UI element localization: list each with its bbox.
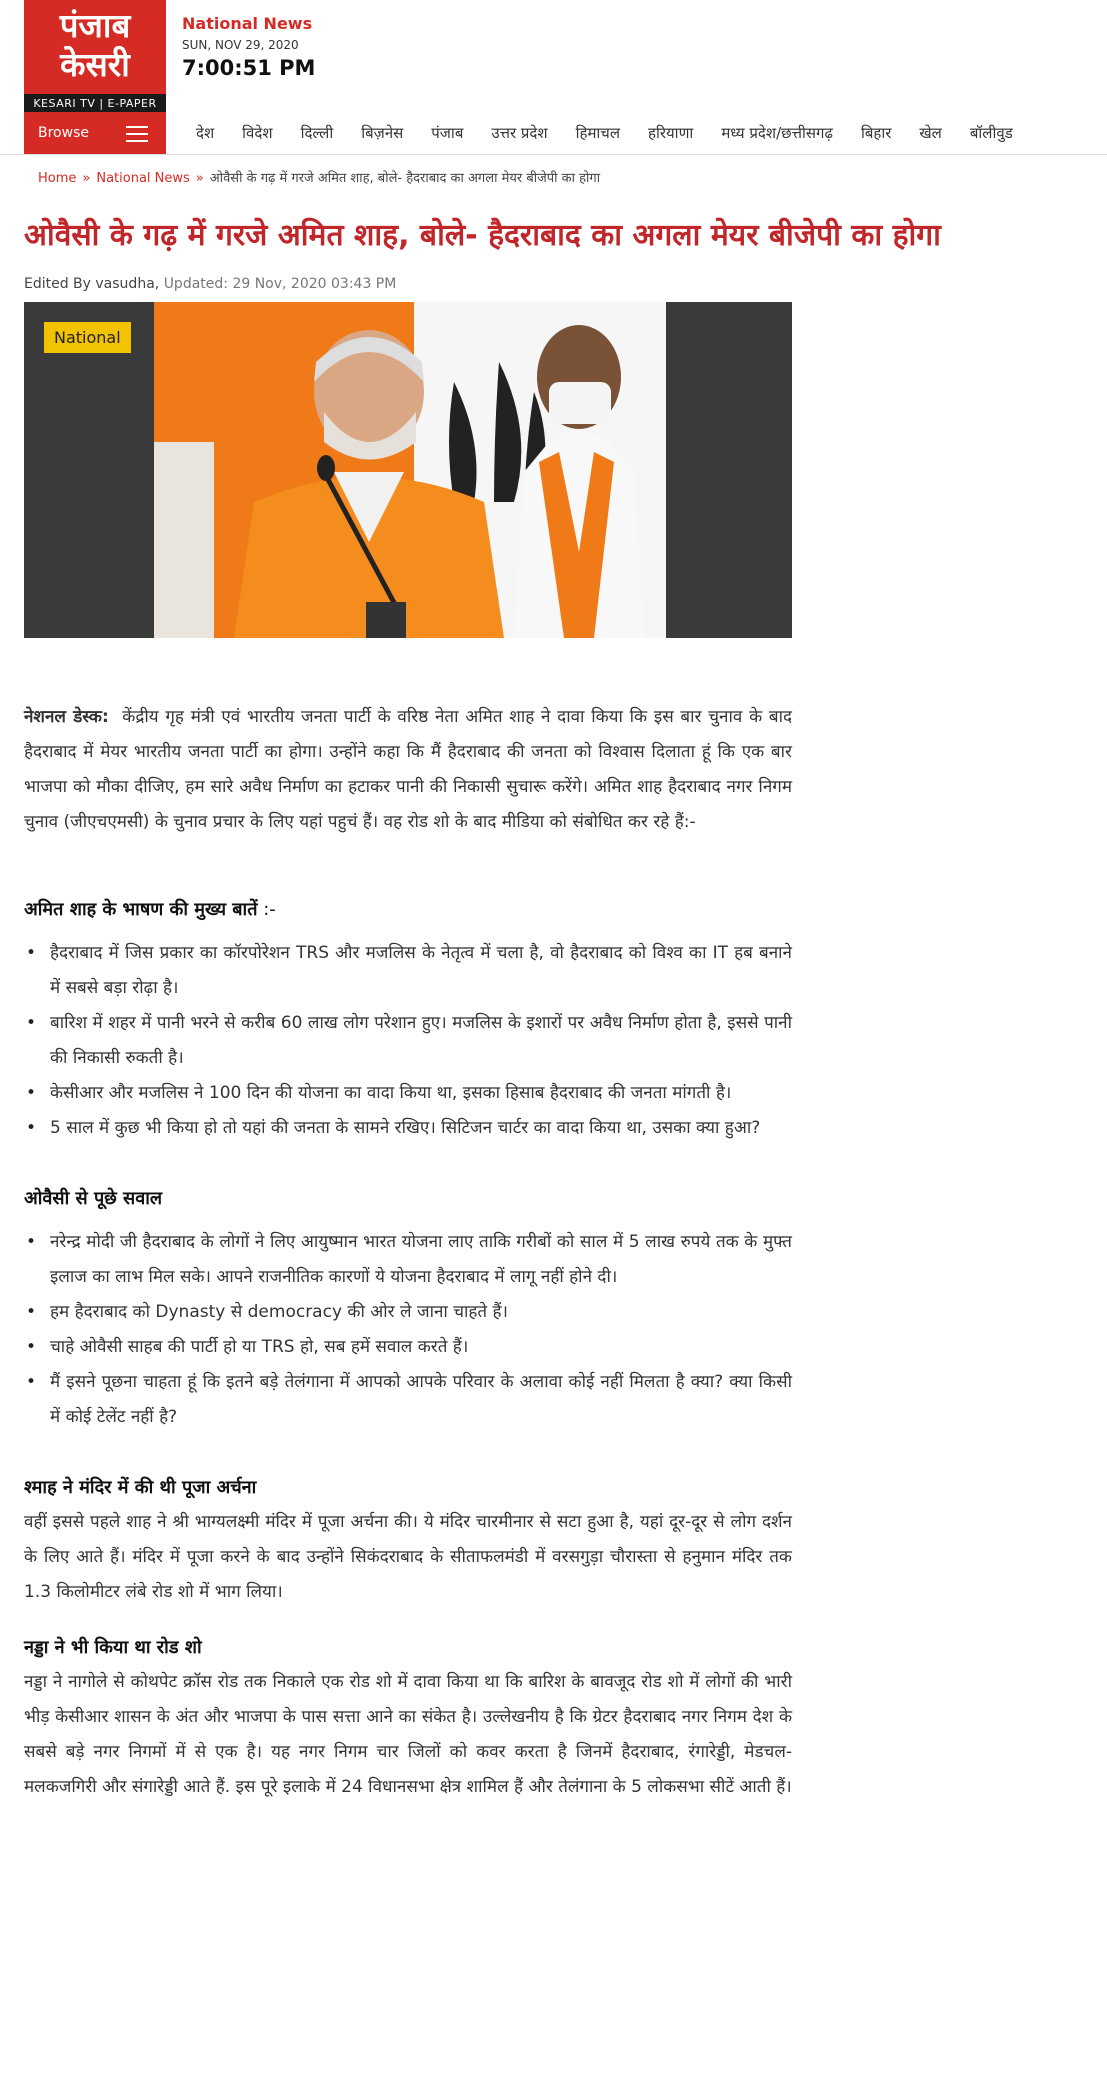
- heading-temple-visit: श्माह ने मंदिर में की थी पूजा अर्चना: [24, 1477, 257, 1498]
- speech-points-list: [24, 936, 792, 1146]
- article-title: ओवैसी के गढ़ में गरजे अमित शाह, बोले- हैदराबाद का अगला मेयर बीजेपी का होगा: [24, 218, 941, 253]
- browse-button[interactable]: [24, 112, 166, 154]
- list-item: • केसीआर और मजलिस ने 100 दिन की योजना का वादा किया था, इसका हिसाब हैदराबाद की जनता मांगती है।: [24, 1076, 792, 1111]
- nav-item-uttar-pradesh[interactable]: उत्तर प्रदेश: [491, 124, 548, 142]
- logo-subtitle[interactable]: KESARI TV | E-PAPER: [24, 94, 166, 114]
- edited-by: Edited By vasudha,: [24, 276, 160, 292]
- breadcrumb-separator-1: »: [82, 171, 91, 186]
- updated-date: Updated: 29 Nov, 2020 03:43 PM: [163, 276, 397, 292]
- breadcrumb-section[interactable]: National News: [96, 171, 190, 186]
- nav-item-videsh[interactable]: विदेश: [242, 124, 273, 142]
- nav-item-haryana[interactable]: हरियाणा: [648, 124, 694, 142]
- breadcrumb: [38, 168, 600, 186]
- site-logo[interactable]: [24, 0, 166, 114]
- category-badge[interactable]: National: [44, 322, 131, 353]
- nav-item-delhi[interactable]: दिल्ली: [300, 124, 334, 142]
- hamburger-icon[interactable]: [126, 126, 148, 147]
- article-body: [24, 700, 792, 1805]
- main-nav: [0, 112, 1107, 155]
- hero-image: [24, 302, 792, 638]
- list-item: • मैं इसने पूछना चाहता हूं कि इतने बड़े तेलंगाना में आपको आपके परिवार के अलावा कोई नहीं मिलता है क्या? क्या किसी में कोई टेलेंट नहीं है?: [24, 1365, 792, 1435]
- list-item: • बारिश में शहर में पानी भरने से करीब 60 लाख लोग परेशान हुए। मजलिस के इशारों पर अवैध निर्माण होता है, इससे पानी की निकासी रुकती है।: [24, 1006, 792, 1076]
- nav-item-punjab[interactable]: पंजाब: [431, 124, 464, 142]
- logo-line1: पंजाब: [59, 6, 131, 45]
- nadda-paragraph: नड्डा ने नागोले से कोथपेट क्रॉस रोड तक निकाले एक रोड शो में दावा किया था कि बारिश के बावजूद रोड शो में लोगों की भारी भीड़ केसीआर शासन के अंत और भाजपा के पास सत्ता आने का संकेत है। उल्लेखनीय है कि ग्रेटर हैदराबाद नगर निगम देश के सबसे बड़े नगर निगमों में से एक है। यह नगर निगम चार जिलों को कवर करता है जिनमें हैदराबाद, रंगारेड्डी, मेडचल-मलकजगिरी और संगारेड्डी आते हैं. इस पूरे इलाके में 24 विधानसभा क्षेत्र शामिल हैं और तेलंगाना के 5 लोकसभा सीटें आती हैं।: [24, 1672, 792, 1797]
- nav-item-khel[interactable]: खेल: [919, 124, 942, 142]
- list-item: • नरेन्द्र मोदी जी हैदराबाद के लोगों ने लिए आयुष्मान भारत योजना लाए ताकि गरीबों को साल में 5 लाख रुपये तक के मुफ्त इलाज का लाभ मिल सके। आपने राजनीतिक कारणों ये योजना हैदराबाद में लागू नहीं होने दी।: [24, 1225, 792, 1295]
- header-time: 7:00:51 PM: [182, 56, 316, 80]
- byline: [24, 276, 396, 292]
- heading-nadda-roadshow: नड्डा ने भी किया था रोड शो: [24, 1637, 202, 1658]
- breadcrumb-current: ओवैसी के गढ़ में गरजे अमित शाह, बोले- हैदराबाद का अगला मेयर बीजेपी का होगा: [209, 171, 601, 186]
- nav-item-madhya-pradesh[interactable]: मध्य प्रदेश/छत्तीसगढ़: [721, 124, 833, 142]
- list-item: • चाहे ओवैसी साहब की पार्टी हो या TRS हो, सब हमें सवाल करते हैं।: [24, 1330, 792, 1365]
- nav-item-business[interactable]: बिज़नेस: [361, 124, 404, 142]
- list-item: • हैदराबाद में जिस प्रकार का कॉरपोरेशन TRS और मजलिस के नेतृत्व में चला है, वो हैदराबाद को विश्व का IT हब बनाने में सबसे बड़ा रोढ़ा है।: [24, 936, 792, 1006]
- section-name[interactable]: National News: [182, 14, 313, 33]
- list-item: • 5 साल में कुछ भी किया हो तो यहां की जनता के सामने रखिए। सिटिजन चार्टर का वादा किया था, उसका क्या हुआ?: [24, 1111, 792, 1146]
- article-photo: [154, 302, 666, 638]
- heading-speech-points: [24, 892, 792, 927]
- browse-label: Browse: [38, 125, 89, 141]
- temple-paragraph: वहीं इससे पहले शाह ने श्री भाग्यलक्ष्मी मंदिर में पूजा अर्चना की। ये मंदिर चारमीनार से सटा हुआ है, यहां दूर-दूर से लोग दर्शन के लिए आते हैं। मंदिर में पूजा करने के बाद उन्होंने सिकंदराबाद के सीताफलमंडी में वरसगुड़ा चौरास्ता से हनुमान मंदिर तक 1.3 किलोमीटर लंबे रोड शो में भाग लिया।: [24, 1512, 792, 1602]
- lead-label: नेशनल डेस्क:: [24, 707, 109, 727]
- questions-list: [24, 1225, 792, 1435]
- breadcrumb-separator-2: »: [195, 171, 204, 186]
- lead-text: केंद्रीय गृह मंत्री एवं भारतीय जनता पार्टी के वरिष्ठ नेता अमित शाह ने दावा किया कि इस बार चुनाव के बाद हैदराबाद में मेयर भारतीय जनता पार्टी का होगा। उन्होंने कहा कि मैं हैदराबाद की जनता को विश्वास दिलाता हूं कि एक बार भाजपा को मौका दीजिए, हम सारे अवैध निर्माण का हटाकर पानी की निकासी सुचारू करेंगे। अमित शाह हैदराबाद नगर निगम चुनाव (जीएचएमसी) के चुनाव प्रचार के लिए यहां पहुचं हैं। वह रोड शो के बाद मीडिया को संबोधित कर रहे हैं:-: [24, 707, 792, 832]
- site-header: [0, 0, 1107, 112]
- header-date: SUN, NOV 29, 2020: [182, 38, 299, 52]
- nav-item-himachal[interactable]: हिमाचल: [575, 124, 620, 142]
- nav-item-bollywood[interactable]: बॉलीवुड: [969, 124, 1013, 142]
- lead-paragraph: [24, 700, 792, 840]
- heading-speech-points-text: अमित शाह के भाषण की मुख्य बातें: [24, 899, 258, 920]
- nav-item-desh[interactable]: देश: [196, 124, 215, 142]
- nav-links: [196, 112, 1013, 154]
- logo-line2: केसरी: [60, 45, 130, 84]
- header-info: [182, 14, 315, 80]
- nav-item-bihar[interactable]: बिहार: [860, 124, 892, 142]
- heading-questions: ओवैसी से पूछे सवाल: [24, 1188, 163, 1209]
- list-item: • हम हैदराबाद को Dynasty से democracy की ओर ले जाना चाहते हैं।: [24, 1295, 792, 1330]
- heading-speech-points-suffix: :-: [257, 899, 276, 920]
- breadcrumb-home[interactable]: Home: [38, 171, 77, 186]
